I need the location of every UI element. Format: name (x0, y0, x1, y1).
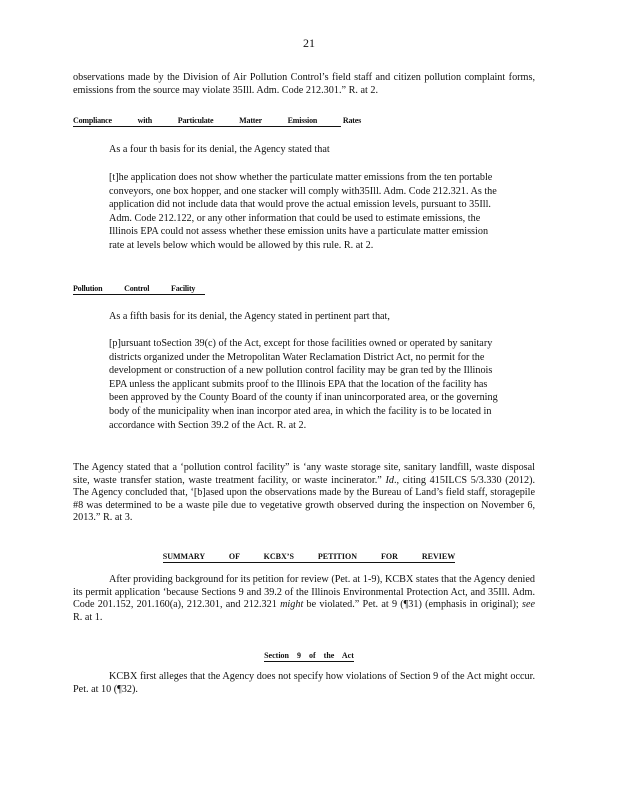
intro-fourth-basis: As a four th basis for its denial, the Agency stated that (109, 144, 330, 155)
heading-pollution-control: Pollution Control Facility (73, 284, 205, 295)
heading-summary: SUMMARY OF KCBX’S PETITION FOR REVIEW (162, 552, 456, 561)
paragraph-summary (73, 574, 535, 624)
summary-text-c: R. at 1. (73, 611, 103, 623)
paragraph-pollution-control-facility (73, 462, 535, 525)
heading-section9-wrap (0, 645, 618, 663)
paragraph-top: observations made by the Division of Air Pollution Control’s field staff and citizen pollution complaint forms, emissions from the source may violate 35Ill. Adm. Code 212.301.” R. at 2. (73, 72, 535, 96)
page-number: 21 (303, 36, 315, 50)
quote-fourth-basis: [t]he application does not show whether the particulate matter emissions from the ten portable conveyors, one box hopper, and one stacker will comply with35Ill. Adm. Code 212.321. As the application did not include data that would prove the actual emission levels, pursuant to 35Ill. Adm. Code 212.122, or any other information that could be used to estimate emissions, the Illinois EPA could not assess whether these emission units have a particulate matter emission rate at levels below which would be allowed by this rule. R. at 2. (109, 172, 497, 251)
intro-fifth-basis: As a fifth basis for its denial, the Agency stated in pertinent part that, (109, 311, 390, 322)
summary-might: might (280, 599, 304, 611)
quote-fifth-basis: [p]ursuant toSection 39(c) of the Act, except for those facilities owned or operated by sanitary districts organized under the Metropolitan Water Reclamation District Act, no permit for the development or construction of a new pollution control facility may be gran ted by the Illinois EPA unless the applicant submits proof to the Illinois EPA that the location of the facility has been approved by the County Board of the county if inan unincorporated area, or the governing body of the municipality when inan incorpor ated area, in which the facility is to be located in accordance with Section 39.2 of the Act. R. at 2. (109, 338, 498, 431)
summary-text-b: be violated.” Pet. at 9 (¶31) (emphasis in original); (306, 599, 519, 611)
pcf-text-a: The Agency stated that a ‘pollution control facility” is ‘any waste storage site, sanitary landfill, waste disposal site, waste transfer station, waste treatment facility, or waste incinerator.” (73, 462, 535, 486)
heading-section9: Section 9 of the Act (264, 651, 354, 660)
paragraph-kcbx-section9: KCBX first alleges that the Agency does not specify how violations of Section 9 of the Act might occur. Pet. at 10 (¶32). (73, 671, 535, 695)
summary-text-a: After providing background for its petition for review (Pet. at 1-9), KCBX states that the Agency denied its permit application ‘because Sections 9 and 39.2 of the Illinois Environmental Protection Act, and 35Ill. Adm. Code 201.152, 201.160(a), 212.301, and 212.321 (73, 574, 535, 611)
pcf-id-citation: Id (385, 474, 394, 486)
pcf-text-b: ., citing 415ILCS 5/3.330 (2012). The Agency concluded that, ‘[b]ased upon the observations made by the Bureau of Land’s field staff, storagepile #8 was determined to be a waste pile due to vegetative growth observed during the inspection on November 6, 2013.” R. at 3. (73, 474, 536, 524)
summary-see: see (522, 599, 536, 611)
heading-particulate: Compliance with Particulate Matter Emission Rates (73, 116, 362, 125)
heading-summary-wrap (0, 546, 618, 564)
